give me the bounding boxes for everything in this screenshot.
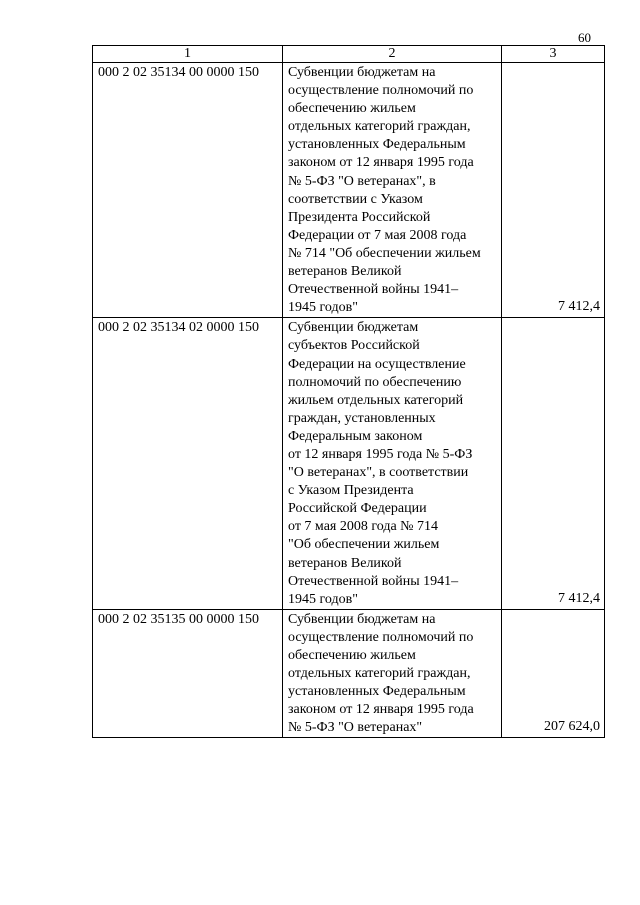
description-line: осуществление полномочий по (288, 629, 474, 645)
description-line: Президента Российской (288, 209, 431, 225)
description-line: № 714 "Об обеспечении жильем (288, 245, 481, 261)
description-line: 1945 годов" (288, 300, 358, 316)
page-number: 60 (578, 30, 591, 45)
description-line: отдельных категорий граждан, (288, 119, 471, 135)
description-line: Федерации от 7 мая 2008 года (288, 227, 467, 243)
description-line: законом от 12 января 1995 года (288, 155, 474, 171)
description-line: соответствии с Указом (288, 191, 423, 207)
table-row (93, 63, 605, 318)
income-description (283, 318, 502, 610)
classification-code: 000 2 02 35135 00 0000 150 (93, 609, 283, 738)
table-header-row (93, 46, 605, 63)
description-line: Федеральным законом (288, 428, 423, 444)
table-row (93, 609, 605, 738)
description-line: Субвенции бюджетам на (288, 611, 436, 627)
description-line: Российской Федерации (288, 501, 427, 517)
column-header-code: 1 (93, 46, 283, 63)
classification-code: 000 2 02 35134 02 0000 150 (93, 318, 283, 610)
column-header-description: 2 (283, 46, 502, 63)
description-line: с Указом Президента (288, 483, 414, 499)
description-line: от 12 января 1995 года № 5-ФЗ (288, 446, 473, 462)
description-line: отдельных категорий граждан, (288, 666, 471, 682)
amount-value: 207 624,0 (502, 609, 605, 738)
description-line: ветеранов Великой (288, 555, 402, 571)
description-line: жильем отдельных категорий (288, 392, 464, 408)
description-line: "О ветеранах", в соответствии (288, 465, 469, 481)
description-line: 1945 годов" (288, 591, 358, 607)
description-line: обеспечению жильем (288, 101, 416, 117)
description-line: осуществление полномочий по (288, 83, 474, 99)
description-line: граждан, установленных (288, 410, 436, 426)
description-line: законом от 12 января 1995 года (288, 702, 474, 718)
description-line: № 5-ФЗ "О ветеранах", в (288, 173, 436, 189)
amount-value: 7 412,4 (502, 318, 605, 610)
budget-table (92, 45, 605, 738)
description-line: субъектов Российской (288, 338, 420, 354)
description-line: обеспечению жильем (288, 648, 416, 663)
table-row (93, 318, 605, 610)
description-line: № 5-ФЗ "О ветеранах" (288, 720, 423, 736)
description-line: Отечественной войны 1941– (288, 573, 459, 589)
description-line: полномочий по обеспечению (288, 374, 462, 390)
description-line: Субвенции бюджетам на (288, 65, 436, 80)
description-line: Федерации на осуществление (288, 356, 466, 372)
description-line: от 7 мая 2008 года № 714 (288, 519, 439, 535)
description-line: установленных Федеральным (288, 137, 466, 153)
description-line: установленных Федеральным (288, 684, 466, 700)
amount-value: 7 412,4 (502, 63, 605, 318)
classification-code: 000 2 02 35134 00 0000 150 (93, 63, 283, 318)
income-description (283, 63, 502, 318)
description-line: "Об обеспечении жильем (288, 537, 440, 553)
description-line: Отечественной войны 1941– (288, 282, 459, 298)
column-header-amount: 3 (502, 46, 605, 63)
income-description (283, 609, 502, 738)
description-line: Субвенции бюджетам (288, 320, 419, 336)
table-body (93, 63, 605, 738)
description-line: ветеранов Великой (288, 264, 402, 280)
